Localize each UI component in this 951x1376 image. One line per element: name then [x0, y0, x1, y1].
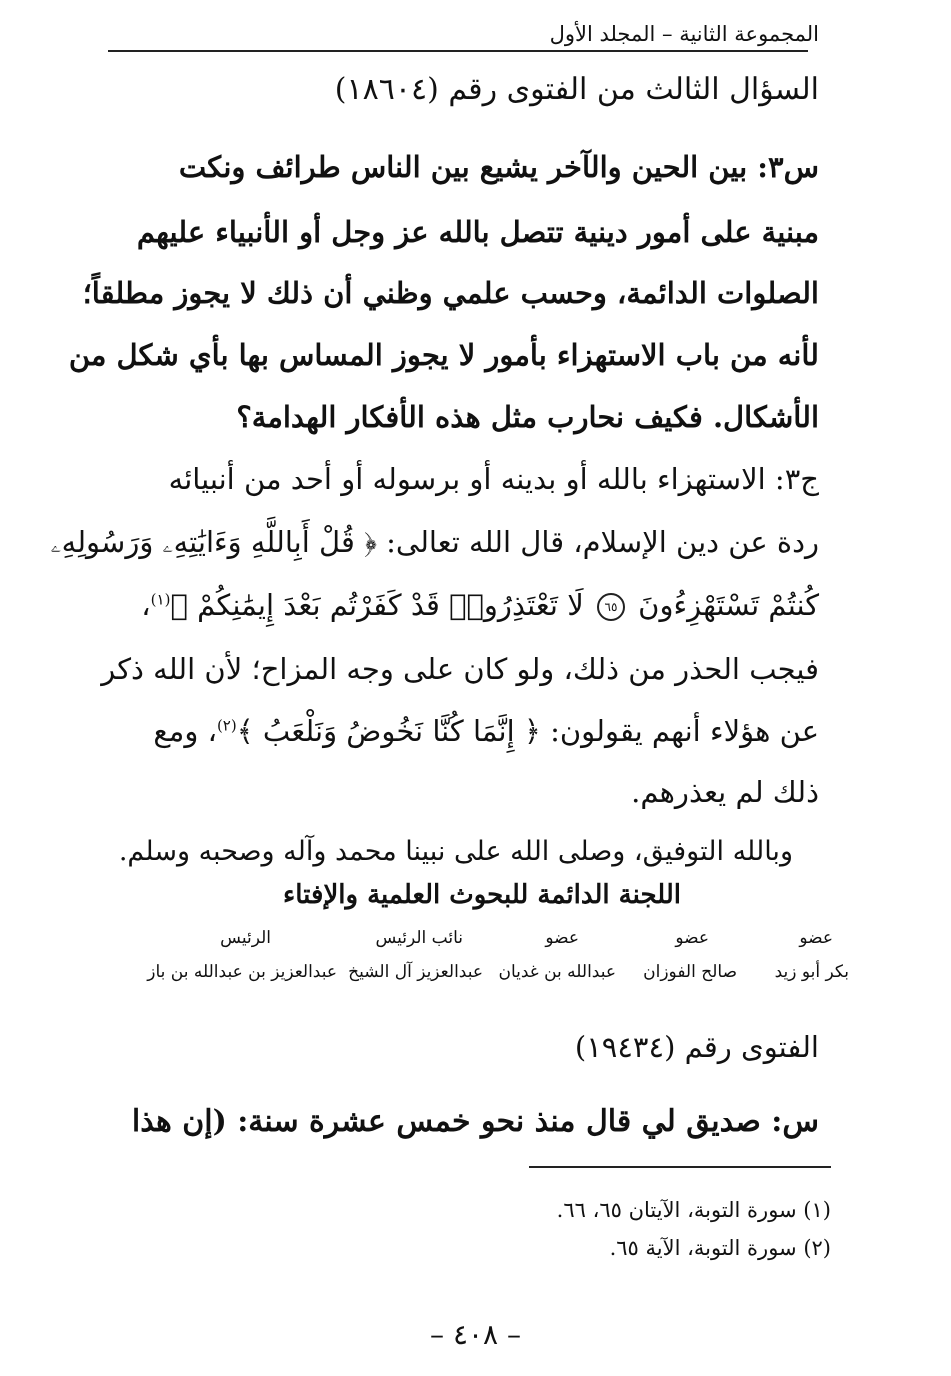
header-rule: [108, 50, 808, 52]
next-question: س: صديق لي قال منذ نحو خمس عشرة سنة: (إن هذا: [131, 1104, 819, 1139]
running-title: المجموعة الثانية – المجلد الأول: [549, 22, 819, 46]
quran-text: كُنتُمْ تَسْتَهْزِءُونَ: [638, 588, 819, 622]
signatory-name: عبدالله بن غديان: [498, 962, 616, 982]
question-heading: السؤال الثالث من الفتوى رقم (١٨٦٠٤): [334, 72, 819, 107]
fatwa-number-heading: الفتوى رقم (١٩٤٣٤): [574, 1030, 819, 1064]
punctuation: ،: [141, 588, 151, 622]
answer-line: ج٣: الاستهزاء بالله أو بدينه أو برسوله أو أحد من أنبيائه: [168, 462, 819, 496]
footnote: (١) سورة التوبة، الآيتان ٦٥، ٦٦.: [556, 1198, 831, 1222]
answer-line: فيجب الحذر من ذلك، ولو كان على وجه المزاح؛ لأن الله ذكر: [101, 652, 819, 686]
answer-text: ، ومع: [153, 714, 217, 748]
signatory-name: عبدالعزيز آل الشيخ: [348, 962, 483, 982]
footnote-reference: (١): [150, 590, 171, 609]
answer-line-with-ayah: [141, 588, 819, 622]
footnote-separator: [529, 1166, 831, 1168]
question-line: الصلوات الدائمة، وحسب علمي وظني أن ذلك لا يجوز مطلقاً؛: [82, 276, 819, 310]
answer-line: ذلك لم يعذرهم.: [631, 775, 819, 809]
question-line: الأشكال. فكيف نحارب مثل هذه الأفكار الهدامة؟: [236, 400, 819, 434]
answer-line-with-quote: [153, 714, 819, 748]
answer-line: ردة عن دين الإسلام، قال الله تعالى: ﴿ قُلْ أَبِاللَّهِ وَءَايَٰتِهِۦ وَرَسُولِهِۦ: [50, 525, 819, 559]
closing-formula: وبالله التوفيق، وصلى الله على نبينا محمد وآله وصحبه وسلم.: [118, 836, 793, 867]
answer-text: عن هؤلاء أنهم يقولون: ﴿ إِنَّمَا كُنَّا نَخُوضُ وَنَلْعَبُ ﴾: [236, 714, 819, 748]
signatory-role: الرئيس: [220, 928, 271, 948]
committee-title: اللجنة الدائمة للبحوث العلمية والإفتاء: [283, 880, 681, 910]
ayah-number-marker: ٦٥: [597, 593, 625, 621]
footnote: (٢) سورة التوبة، الآية ٦٥.: [609, 1236, 831, 1260]
signatory-name: صالح الفوزان: [643, 962, 737, 982]
signatory-name: بكر أبو زيد: [774, 962, 849, 982]
signatory-name: عبدالعزيز بن عبدالله بن باز: [147, 962, 337, 982]
footnote-reference: (٢): [216, 716, 237, 735]
signatory-role: نائب الرئيس: [375, 928, 463, 948]
quran-text: لَا تَعْتَذِرُوا۟ قَدْ كَفَرْتُم بَعْدَ إِيمَٰنِكُمْ ﴾: [170, 588, 584, 622]
page-number: – ٤٠٨ –: [430, 1318, 521, 1351]
question-line: مبنية على أمور دينية تتصل بالله عز وجل أو الأنبياء عليهم: [136, 215, 819, 249]
signatory-role: عضو: [545, 928, 579, 948]
question-line: لأنه من باب الاستهزاء بأمور لا يجوز المساس بها بأي شكل من: [68, 338, 819, 372]
signatory-role: عضو: [675, 928, 709, 948]
signatory-role: عضو: [799, 928, 833, 948]
question-line: س٣: بين الحين والآخر يشيع بين الناس طرائف ونكت: [178, 150, 819, 184]
